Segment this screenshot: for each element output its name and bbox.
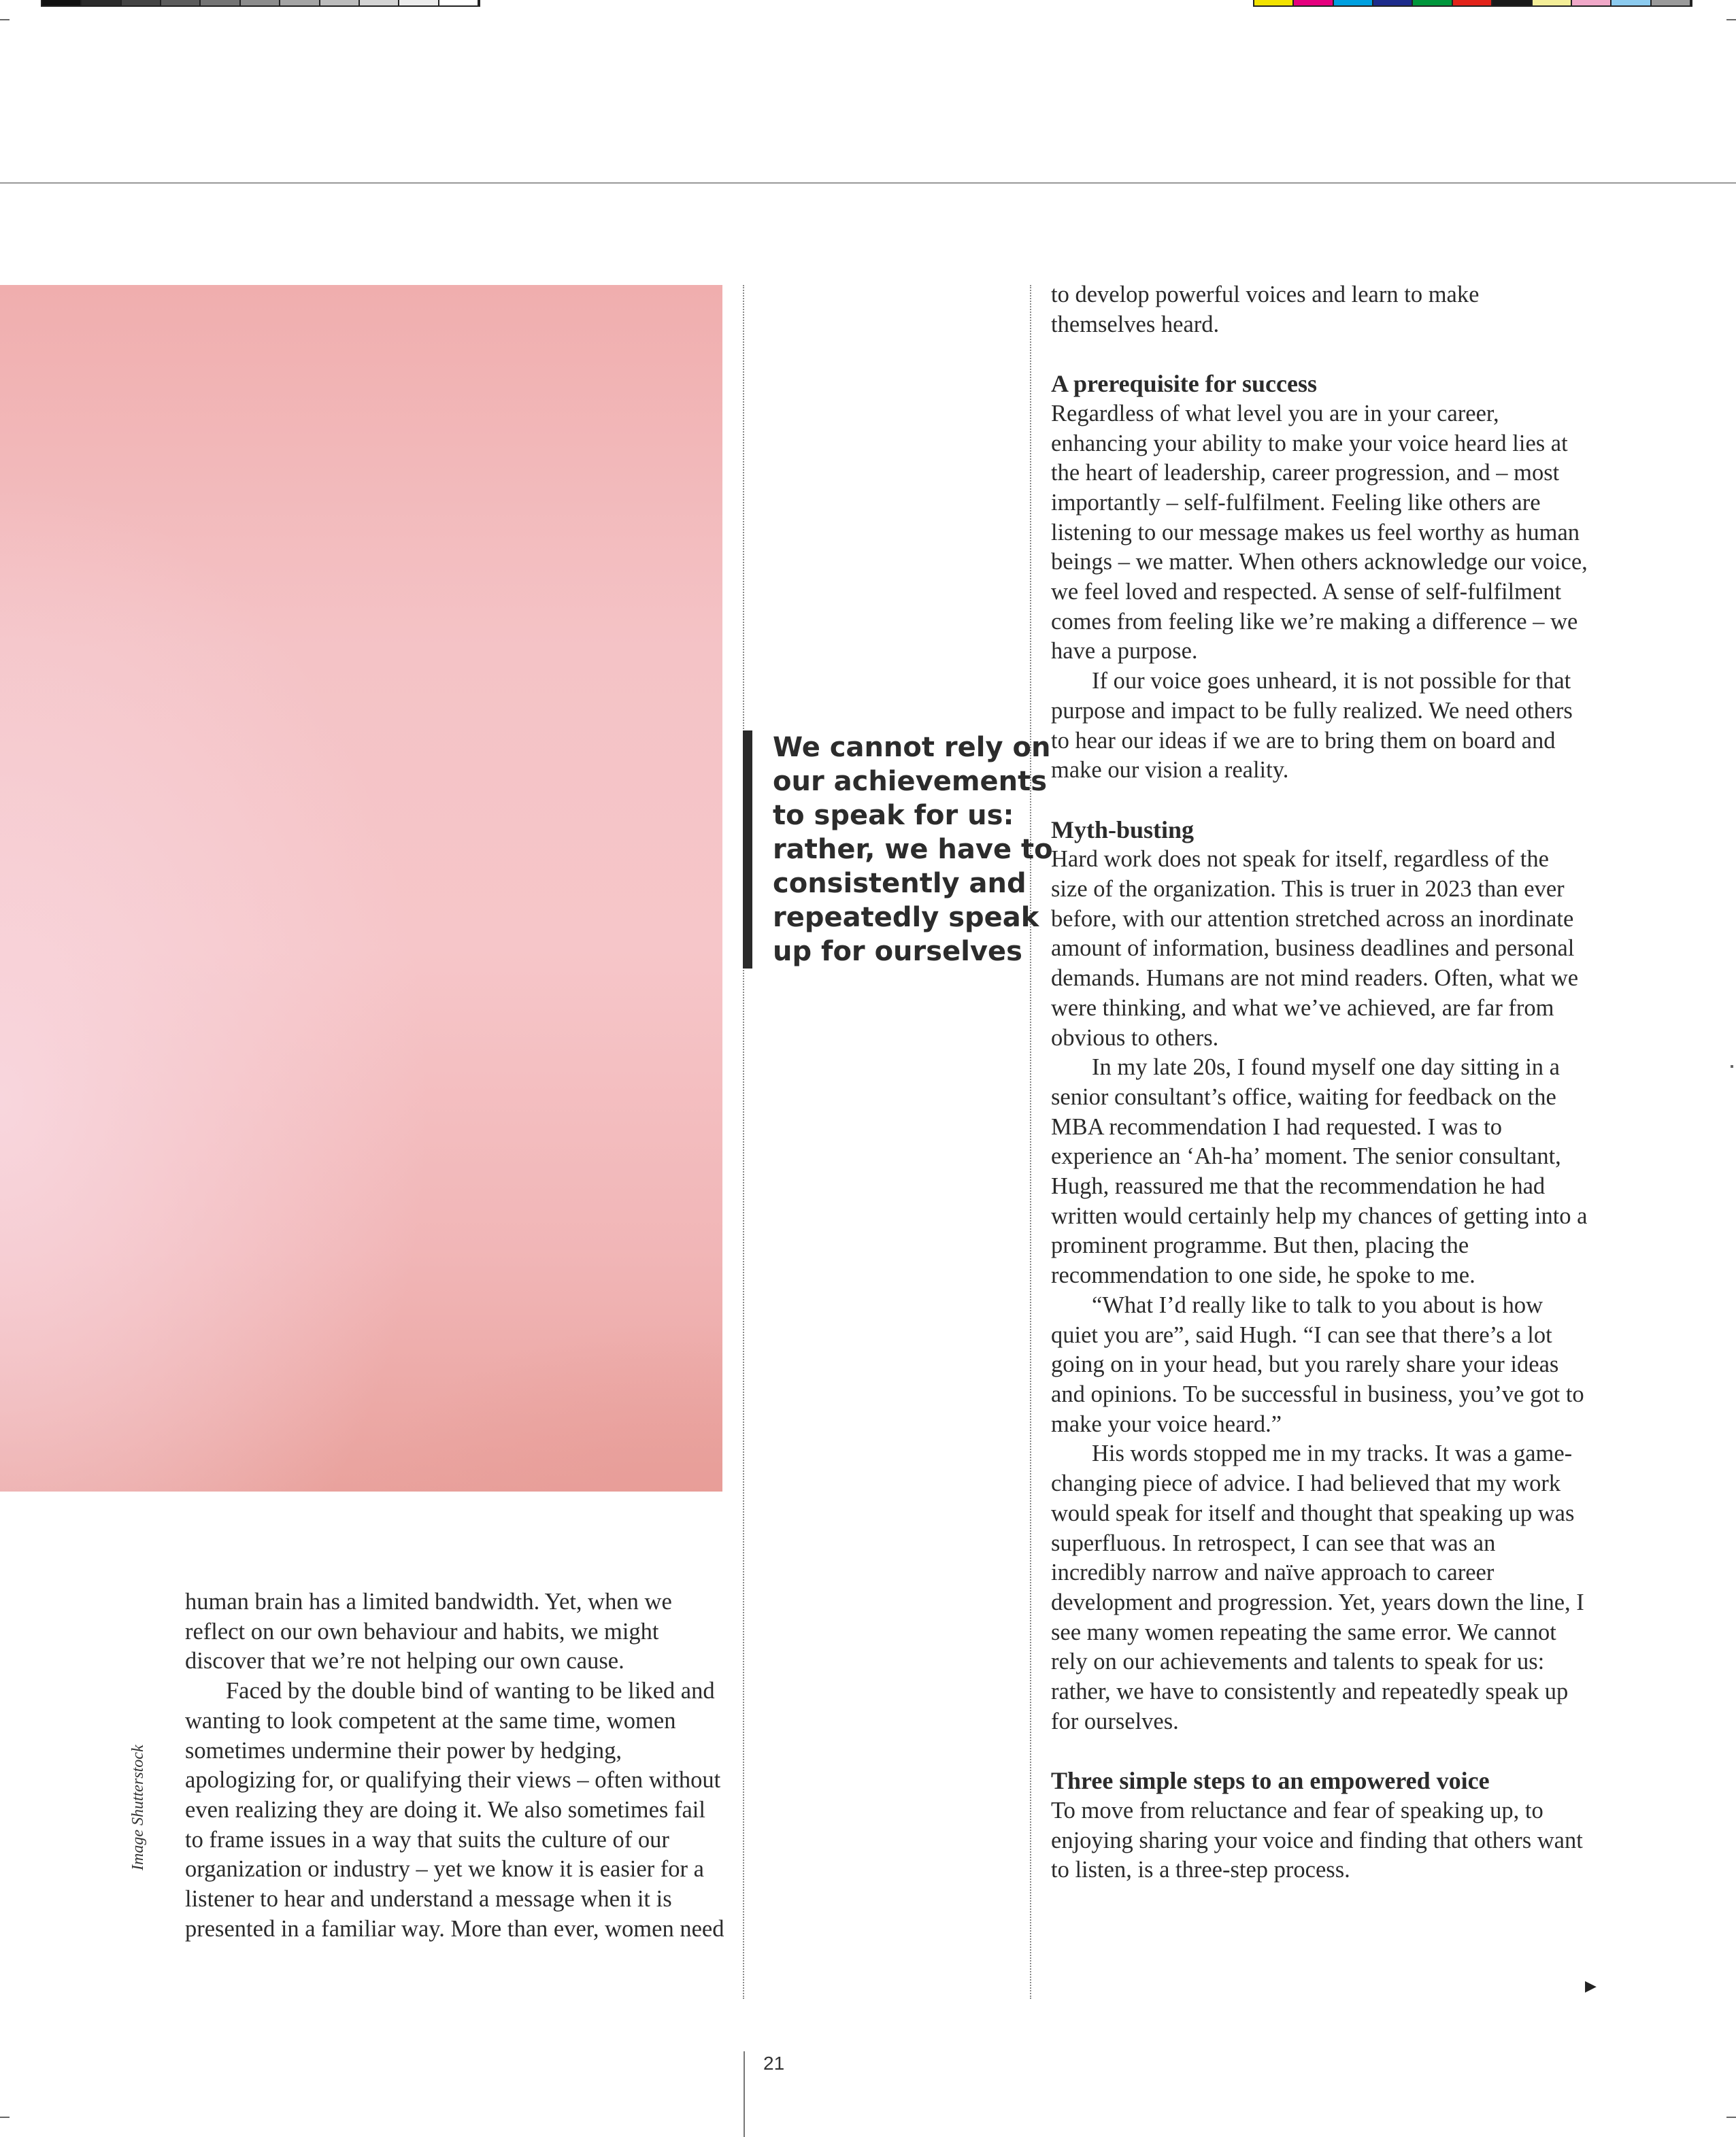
crop-mark xyxy=(1726,19,1736,20)
color-swatch xyxy=(1254,0,1294,5)
paragraph: human brain has a limited bandwidth. Yet, when we reflect on our own behaviour and habits, we might discover that we’re not helping our own cause. xyxy=(185,1589,672,1675)
paragraph: His words stopped me in my tracks. It was a game-changing piece of advice. I had believed that my work would speak for itself and thought that speaking up was superfluous. In retrospect, I can see that was an incredibly narrow and naïve approach to career development and progression. Yet, years down the line, I see many women repeating the same error. We cannot rely on our achievements and talents to speak for us: rather, we have to consistently and repeatedly speak up for ourselves. xyxy=(1051,1441,1584,1734)
color-swatch xyxy=(1453,0,1492,5)
color-swatch xyxy=(82,0,121,5)
color-swatch xyxy=(1334,0,1373,5)
color-swatch xyxy=(241,0,280,5)
color-swatch xyxy=(399,0,439,5)
page-number: 21 xyxy=(763,2053,785,2074)
left-column xyxy=(185,1587,729,1944)
photo-credit: Image Shutterstock xyxy=(129,1745,147,1870)
header-rule xyxy=(0,182,1736,184)
section-heading: A prerequisite for success xyxy=(1051,370,1317,398)
crop-mark xyxy=(1726,2117,1736,2118)
crop-mark xyxy=(0,2117,10,2118)
color-swatch xyxy=(122,0,161,5)
column-divider xyxy=(1030,285,1031,1999)
color-swatch xyxy=(42,0,82,5)
registration-bar-left xyxy=(41,0,480,7)
color-swatch xyxy=(1652,0,1691,5)
paragraph: To move from reluctance and fear of speaking up, to enjoying sharing your voice and finding that others want to listen, is a three-step process. xyxy=(1051,1797,1583,1883)
section-heading: Myth-busting xyxy=(1051,815,1195,843)
crop-mark xyxy=(0,19,10,20)
color-swatch xyxy=(320,0,360,5)
registration-bar-right xyxy=(1253,0,1692,7)
color-swatch xyxy=(161,0,201,5)
color-swatch xyxy=(280,0,320,5)
color-swatch xyxy=(1492,0,1532,5)
crop-mark xyxy=(1731,1065,1733,1068)
color-swatch xyxy=(1373,0,1413,5)
continue-arrow-icon: ▶ xyxy=(1585,1978,1597,1995)
color-swatch xyxy=(1572,0,1612,5)
column-divider xyxy=(743,285,744,1999)
paragraph: Regardless of what level you are in your career, enhancing your ability to make your voice heard lies at the heart of leadership, career progression, and – most importantly – self-fulfilment. Feeling like others are listening to our message makes us feel worthy as human beings – we matter. When others acknowledge our voice, we feel loved and respected. A sense of self-fulfilment comes from feeling like we’re making a difference – we have a purpose. xyxy=(1051,400,1588,664)
color-swatch xyxy=(1294,0,1333,5)
section-heading: Three simple steps to an empowered voice xyxy=(1051,1767,1490,1795)
color-swatch xyxy=(1533,0,1572,5)
paragraph: Hard work does not speak for itself, regardless of the size of the organization. This is truer in 2023 than ever before, with our attention stretched across an inordinate amount of information, business deadlines and personal demands. Humans are not mind readers. Often, what we were thinking, and what we’ve achieved, are far from obvious to others. xyxy=(1051,846,1579,1051)
right-column xyxy=(1051,280,1588,1885)
article-photo xyxy=(0,285,722,1492)
paragraph: If our voice goes unheard, it is not possible for that purpose and impact to be fully realized. We need others to hear our ideas if we are to bring them on board and make our vision a reality. xyxy=(1051,668,1573,784)
color-swatch xyxy=(439,0,479,5)
paragraph: to develop powerful voices and learn to make themselves heard. xyxy=(1051,282,1480,337)
color-swatch xyxy=(201,0,240,5)
color-swatch xyxy=(1413,0,1452,5)
pull-quote: We cannot rely on our achievements to speak for us: rather, we have to consistently and repeatedly speak up for ourselves xyxy=(743,730,1058,969)
color-swatch xyxy=(1612,0,1651,5)
paragraph: Faced by the double bind of wanting to be liked and wanting to look competent at the same time, women sometimes undermine their power by hedging, apologizing for, or qualifying their views – often without even realizing they are doing it. We also sometimes fail to frame issues in a way that suits the culture of our organization or industry – yet we know it is easier for a listener to hear and understand a message when it is presented in a familiar way. More than ever, women need xyxy=(185,1678,724,1942)
folio-rule xyxy=(744,2051,745,2137)
paragraph: In my late 20s, I found myself one day sitting in a senior consultant’s office, waiting for feedback on the MBA recommendation I had requested. I was to experience an ‘Ah-ha’ moment. The senior consultant, Hugh, reassured me that the recommendation he had written would certainly help my chances of getting into a prominent programme. But then, placing the recommendation to one side, he spoke to me. xyxy=(1051,1054,1588,1289)
color-swatch xyxy=(360,0,399,5)
paragraph: “What I’d really like to talk to you about is how quiet you are”, said Hugh. “I can see that there’s a lot going on in your head, but you rarely share your ideas and opinions. To be successful in business, you’ve got to make your voice heard.” xyxy=(1051,1292,1584,1437)
